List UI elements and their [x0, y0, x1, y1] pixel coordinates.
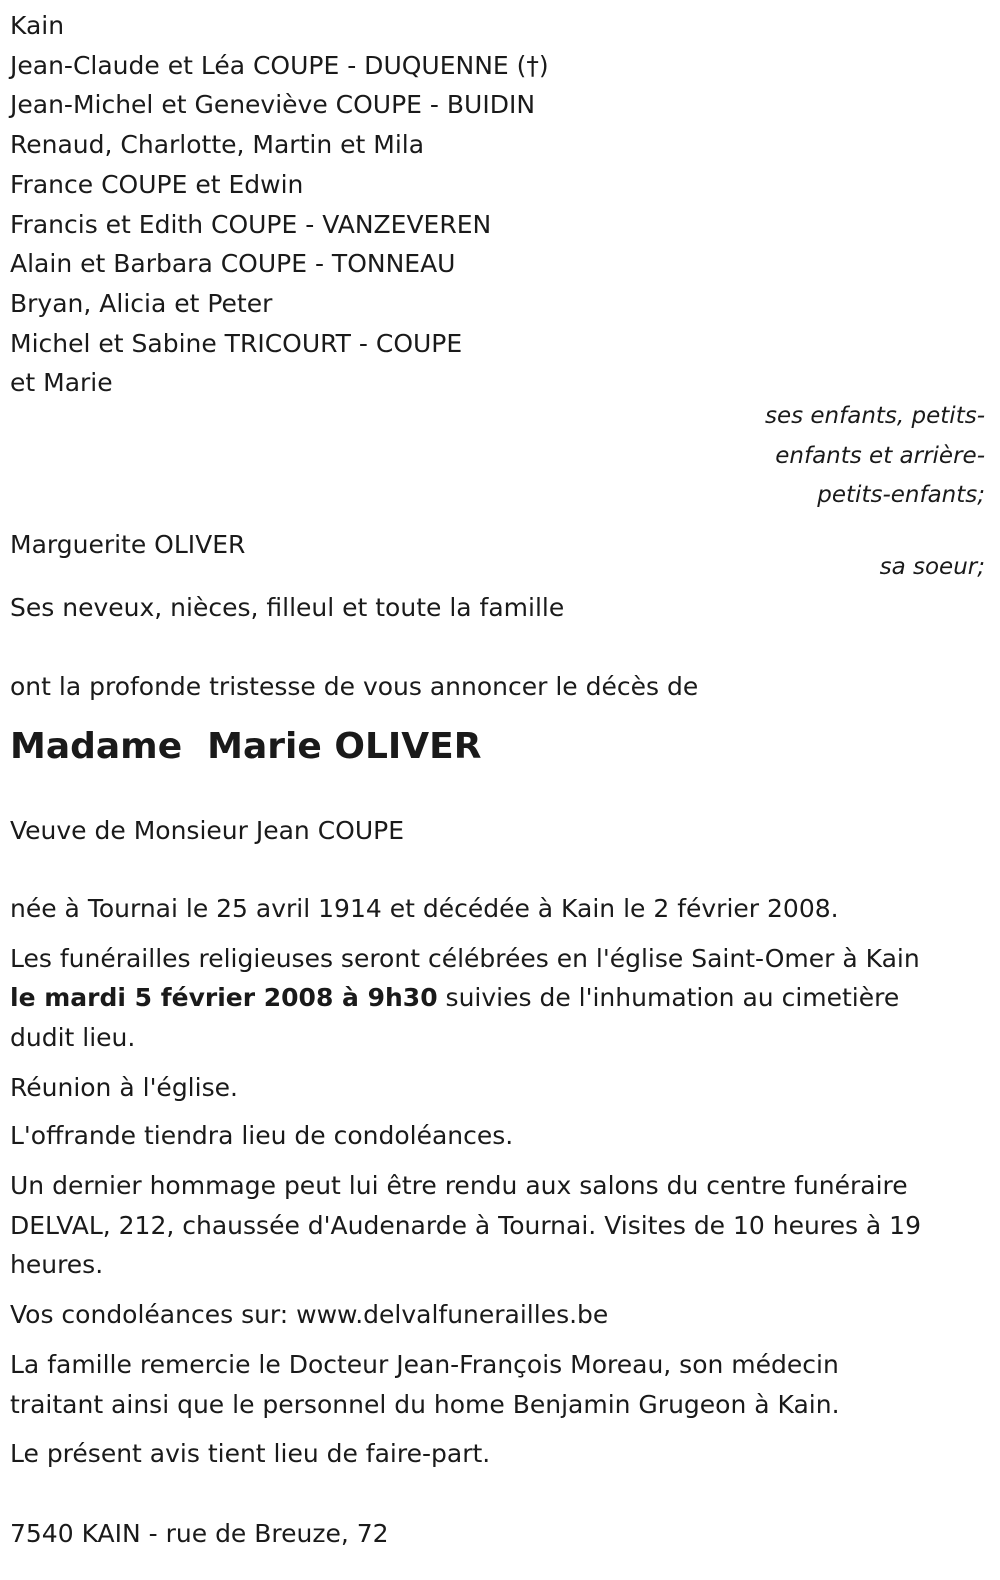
children-role: [10, 397, 985, 516]
thanks: [10, 1345, 985, 1424]
announcement: ont la profonde tristesse de vous annoncer le décès de: [10, 672, 699, 702]
birth-death: née à Tournai le 25 avril 1914 et décédée à Kain le 2 février 2008.: [10, 893, 839, 923]
sister-role: sa soeur;: [879, 554, 985, 581]
family-line-6: Alain et Barbara COUPE - TONNEAU: [10, 249, 456, 279]
children-role-line-3: petits-enfants;: [817, 482, 985, 509]
address: 7540 KAIN - rue de Breuze, 72: [10, 1518, 389, 1548]
homage-info: [10, 1166, 985, 1285]
family-line-1: Jean-Claude et Léa COUPE - DUQUENNE (†): [10, 50, 549, 80]
family-line-9: et Marie: [10, 368, 113, 398]
children-role-line-1: ses enfants, petits-: [764, 403, 985, 430]
family-line-5: Francis et Edith COUPE - VANZEVEREN: [10, 209, 492, 239]
notice: Le présent avis tient lieu de faire-part.: [10, 1439, 491, 1469]
offering: L'offrande tiendra lieu de condoléances.: [10, 1121, 514, 1151]
sister-name: Marguerite OLIVER: [10, 529, 246, 559]
family-line-7: Bryan, Alicia et Peter: [10, 288, 273, 318]
children-role-line-2: enfants et arrière-: [775, 442, 985, 469]
funeral-line-1: Les funérailles religieuses seront célébrées en l'église Saint-Omer à Kain: [10, 943, 920, 973]
homage-line-2: DELVAL, 212, chaussée d'Audenarde à Tournai. Visites de 10 heures à 19: [10, 1210, 921, 1240]
funeral-info: [10, 939, 985, 1058]
meeting: Réunion à l'église.: [10, 1072, 238, 1102]
family-line-4: France COUPE et Edwin: [10, 169, 304, 199]
obituary-notice: [10, 6, 985, 1554]
homage-line-1: Un dernier hommage peut lui être rendu aux salons du centre funéraire: [10, 1171, 908, 1201]
deceased-name: Madame Marie OLIVER: [10, 726, 482, 768]
condolences-link: Vos condoléances sur: www.delvalfunerailles.be: [10, 1300, 609, 1330]
funeral-burial: suivies de l'inhumation au cimetière: [437, 983, 900, 1013]
widow-of: Veuve de Monsieur Jean COUPE: [10, 816, 405, 846]
funeral-line-2: [10, 978, 985, 1018]
homage-line-3: heures.: [10, 1250, 104, 1280]
town: Kain: [10, 11, 65, 40]
funeral-line-3: dudit lieu.: [10, 1022, 136, 1052]
thanks-line-1: La famille remercie le Docteur Jean-François Moreau, son médecin: [10, 1349, 839, 1379]
family-line-8: Michel et Sabine TRICOURT - COUPE: [10, 328, 463, 358]
extended-family: Ses neveux, nièces, filleul et toute la famille: [10, 592, 565, 622]
family-list: [10, 6, 985, 403]
thanks-line-2: traitant ainsi que le personnel du home Benjamin Grugeon à Kain.: [10, 1389, 840, 1419]
family-line-3: Renaud, Charlotte, Martin et Mila: [10, 130, 425, 160]
funeral-date-time: le mardi 5 février 2008 à 9h30: [10, 983, 438, 1013]
family-line-2: Jean-Michel et Geneviève COUPE - BUIDIN: [10, 90, 536, 120]
